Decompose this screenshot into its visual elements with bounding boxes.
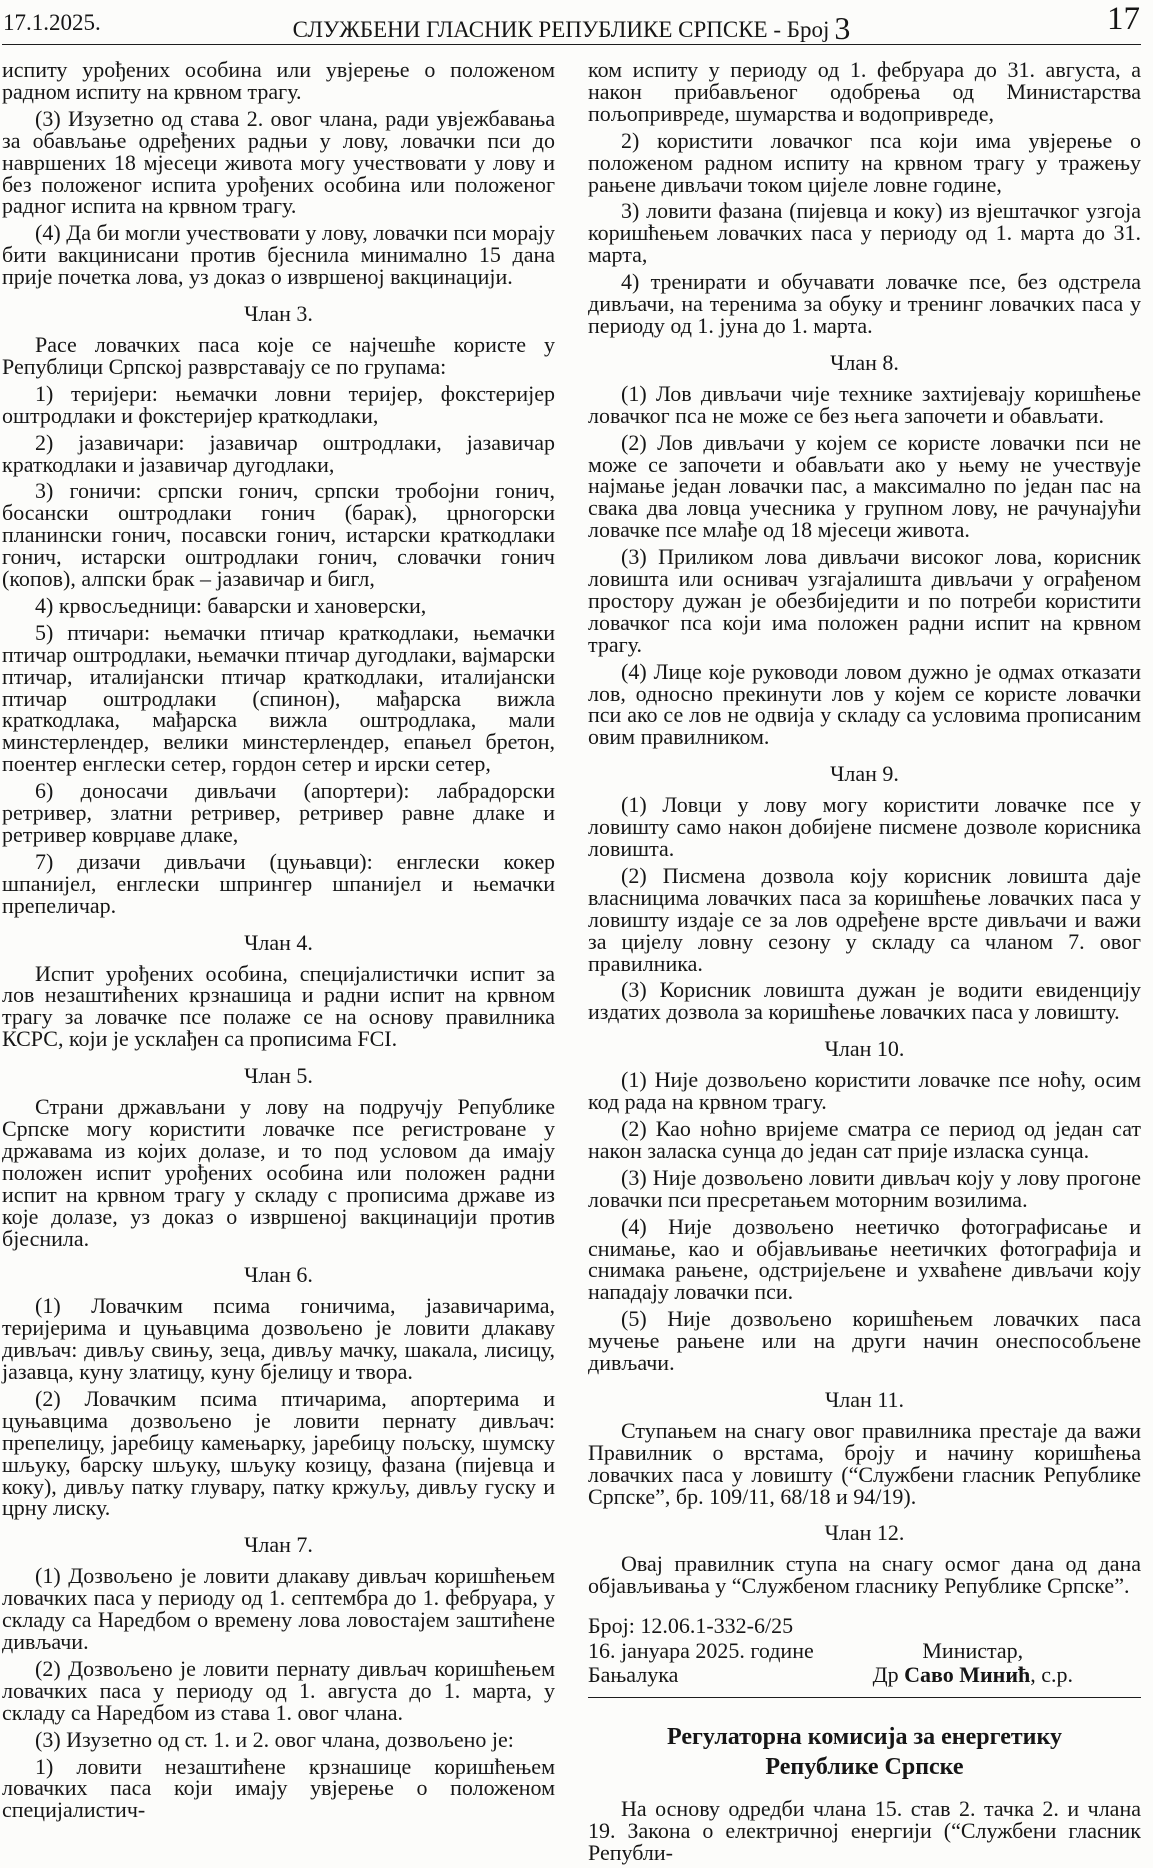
paragraph: 1) теријери: њемачки ловни теријер, фокстеријер оштродлаки и фокстеријер краткодлаки, <box>2 380 555 428</box>
article-heading: Члан 12. <box>824 1520 905 1546</box>
signature-line: Број: 12.06.1-332-6/25 <box>588 1613 794 1639</box>
paragraph: (2) Дозвољено је ловити пернату дивљач коришћењем ловачких паса у периоду од 1. августа до 1. марта, у складу са Наредбом из става 1. овог члана. <box>2 1655 555 1725</box>
paragraph: (4) Лице које руководи ловом дужно је одмах отказати лов, односно прекинути лов у којем се користе ловачки пси ако се лов не одвија у складу са условима прописаним овим правилником. <box>588 658 1141 750</box>
header-title-text: СЛУЖБЕНИ ГЛАСНИК РЕПУБЛИКЕ СРПСКЕ - Број <box>292 17 830 42</box>
article-heading: Члан 8. <box>830 349 899 375</box>
paragraph: (1) Дозвољено је ловити длакаву дивљач коришћењем ловачких паса у периоду од 1. септембра до 1. фебруара, у складу са Наредбом о времену лова ловостајем заштићене дивљачи. <box>2 1563 555 1654</box>
page-number: 17 <box>1107 1 1140 37</box>
article-heading: Члан 6. <box>244 1262 313 1288</box>
left-column <box>2 59 555 1868</box>
signature-line: 16. јануара 2025. године <box>588 1637 814 1663</box>
page-header <box>0 0 1153 46</box>
header-rule <box>2 44 1141 45</box>
section-heading-line: Регулаторна комисија за енергетику <box>667 1723 1062 1750</box>
signer-suffix: , с.р. <box>1030 1662 1073 1688</box>
paragraph: На основу одредби члана 15. став 2. тачка 2. и члана 19. Закона о електричној енергији (“Службени гласник Републи- <box>588 1795 1141 1865</box>
paragraph: (2) Као ноћно вријеме сматра се период од један сат након заласка сунца до један сат прије изласка сунца. <box>588 1115 1141 1163</box>
paragraph: (3) Изузетно од ст. 1. и 2. овог члана, дозвољено је: <box>35 1726 514 1752</box>
section-heading-line: Републике Српске <box>765 1753 964 1780</box>
paragraph: (4) Да би могли учествовати у лову, ловачки пси морају бити вакцинисани против бјеснила минимално 15 дана прије почетка лова, уз доказ о извршеној вакцинацији. <box>2 220 555 290</box>
right-column <box>588 59 1141 1868</box>
paragraph: 4) тренирати и обучавати ловачке псе, без одстрела дивљачи, на теренима за обуку и тренинг ловачких паса у периоду од 1. јуна до 1. марта. <box>588 269 1141 338</box>
issue-number: 3 <box>834 10 851 46</box>
text-columns <box>0 46 1153 1868</box>
header-date: 17.1.2025. <box>3 10 101 35</box>
paragraph: (1) Лов дивљачи чије технике захтијевају коришћење ловачког пса не може се без њега започети и обављати. <box>588 380 1141 428</box>
column-divider-rule <box>588 1697 1141 1698</box>
paragraph: 4) крвосљедници: баварски и хановерски, <box>35 592 427 618</box>
article-heading: Члан 9. <box>830 761 899 787</box>
paragraph: ком испиту у периоду од 1. фебруара до 31. августа, а након прибављеног одобрења од Министарства пољопривреде, шумарства и водопривреде, <box>588 57 1141 126</box>
paragraph: (3) Корисник ловишта дужан је водити евиденцију издатих дозвола за коришћење ловачких паса у ловишту. <box>588 977 1141 1025</box>
paragraph: 6) доносачи дивљачи (апортери): лабрадорски ретривер, златни ретривер, ретривер равне длаке и ретривер коврџаве длаке, <box>2 778 555 847</box>
article-heading: Члан 7. <box>244 1532 313 1558</box>
paragraph: (3) Није дозвољено ловити дивљач коју у лову прогоне ловачки пси пресретањем моторним возилима. <box>588 1164 1141 1212</box>
paragraph: 7) дизачи дивљачи (цуњавци): енглески кокер шпанијел, енглески шпрингер шпанијел и њемачки препеличар. <box>2 848 555 918</box>
paragraph: (3) Изузетно од става 2. овог члана, ради увјежбавања за обављање одређених радњи у лову, ловачки пси до навршених 18 мјесеци живота могу учествовати у лову и без положеног испита урођених особина или положеног радног испита на крвном трагу. <box>2 105 555 219</box>
paragraph: (1) Ловачким псима гоничима, јазавичарима, теријерима и цуњавцима дозвољено је ловити длакаву дивљач: дивљу свињу, зеца, дивљу мачку, шакала, лисицу, јазавца, куну златицу, куну бјелицу и твора. <box>2 1293 555 1385</box>
paragraph: 5) птичари: њемачки птичар краткодлаки, њемачки птичар оштродлаки, њемачки птичар дугодлаки, вајмарски птичар, италијански птичар краткодлаки, италијански птичар оштродлаки (спинон), мађарска вижла краткодлака, мађарска вижла оштродлака, мали минстерлендер, велики минстерлендер, епањел бретон, поентер енглески сетер, гордон сетер и ирски сетер, <box>2 619 555 777</box>
signer-name: Саво Минић <box>904 1662 1031 1688</box>
paragraph: 3) ловити фазана (пијевца и коку) из вјештачког узгоја коришћењем ловачких паса у периоду од 1. марта до 31. марта, <box>588 198 1141 268</box>
signature-right <box>873 1639 1073 1688</box>
paragraph: 2) јазавичари: јазавичар оштродлаки, јазавичар краткодлаки и јазавичар дугодлаки, <box>2 429 555 477</box>
minister-title: Министар, <box>922 1637 1024 1663</box>
paragraph: (2) Ловачким псима птичарима, апортерима и цуњавцима дозвољено је ловити пернату дивљач: препелицу, јаребицу камењарку, јаребицу пољску, шумску шљуку, барску шљуку, шљуку козицу, фазана (пијевца и коку), дивљу патку глувару, патку кржуљу, дивљу гуску и црну лиску. <box>2 1385 555 1521</box>
article-heading: Члан 3. <box>244 301 313 327</box>
paragraph: Расе ловачких паса које се најчешће користе у Републици Српској разврставају се по групама: <box>2 331 555 379</box>
article-heading: Члан 10. <box>824 1036 905 1062</box>
paragraph: Испит урођених особина, специјалистички испит за лов незаштићених крзнашица и радни испит на крвном трагу за ловачке псе полаже се на основу правилника КСРС, који је усклађен са прописима FCI. <box>2 960 555 1052</box>
paragraph: испиту урођених особина или увјерење о положеном радном испиту на крвном трагу. <box>2 57 555 104</box>
signer-prefix: Др <box>872 1662 905 1688</box>
paragraph: Страни држављани у лову на подручју Републике Српске могу користити ловачке псе регистроване у државама из којих долазе, и то под условом да имају положен испит урођених особина или положен радни испит на крвном трагу у складу с прописима државе из које долазе, уз доказ о извршеној вакцинацији против бјеснила. <box>2 1094 555 1251</box>
signer-line <box>873 1663 1073 1688</box>
paragraph: 1) ловити незаштићене крзнашице коришћењем ловачких паса који имају увјерење о положеном специјалистич- <box>2 1753 555 1823</box>
paragraph: (4) Није дозвољено неетичко фотографисање и снимање, као и објављивање неетичких фотографија и снимака рањене, одстријељене и ухваћене дивљачи коју нападају ловачки пси. <box>588 1213 1141 1305</box>
paragraph: (1) Није дозвољено користити ловачке псе ноћу, осим код рада на крвном трагу. <box>588 1067 1141 1115</box>
article-heading: Члан 5. <box>244 1063 313 1089</box>
paragraph: 3) гоничи: српски гонич, српски тробојни гонич, босански оштродлаки гонич (барак), црногорски планински гонич, посавски гонич, истарски краткодлаки гонич, истарски оштродлаки гонич, словачки гонич (копов), алпски брак – јазавичар и бигл, <box>2 478 555 592</box>
paragraph: (1) Ловци у лову могу користити ловачке псе у ловишту само након добијене писмене дозволе корисника ловишта. <box>588 792 1141 861</box>
signature-line: Бањалука <box>588 1662 679 1688</box>
paragraph: (5) Није дозвољено коришћењем ловачких паса мучење рањене или на други начин онеспособљене дивљачи. <box>588 1306 1141 1376</box>
section-heading <box>618 1722 1111 1782</box>
paragraph: (2) Писмена дозвола коју корисник ловишта даје власницима ловачких паса за коришћење ловачких паса у ловишту издаје се за лов одређене врсте дивљачи и важи за цијелу ловну сезону у складу са чланом 7. овог правилника. <box>588 862 1141 976</box>
paragraph: (2) Лов дивљачи у којем се користе ловачки пси не може се започети и обављати ако у њему не учествује најмање један ловачки пас, а максимално по један пас на свака два ловца учесника у групном лову, не рачунајући ловачке псе млађе од 18 мјесеци живота. <box>588 429 1141 543</box>
article-heading: Члан 4. <box>244 929 313 955</box>
paragraph: 2) користити ловачког пса који има увјерење о положеном радном испиту на крвном трагу у тражењу рањене дивљачи током цијеле ловне године, <box>588 127 1141 197</box>
header-title <box>120 10 1023 47</box>
signature-block <box>588 1614 1141 1688</box>
paragraph: Овај правилник ступа на снагу осмог дана од дана објављивања у “Службеном гласнику Републике Српске”. <box>588 1551 1141 1599</box>
article-heading: Члан 11. <box>825 1386 904 1412</box>
signature-left <box>588 1614 814 1688</box>
paragraph: Ступањем на снагу овог правилника престаје да важи Правилник о врстама, броју и начину коришћења ловачких паса у ловишту (“Службени гласник Републике Српске”, бр. 109/11, 68/18 и 94/19). <box>588 1417 1141 1509</box>
paragraph: (3) Приликом лова дивљачи високог лова, корисник ловишта или оснивач узгајалишта дивљачи у ограђеном простору дужан је обезбиједити и по потреби користити ловачког пса који има положен радни испит на крвном трагу. <box>588 544 1141 657</box>
